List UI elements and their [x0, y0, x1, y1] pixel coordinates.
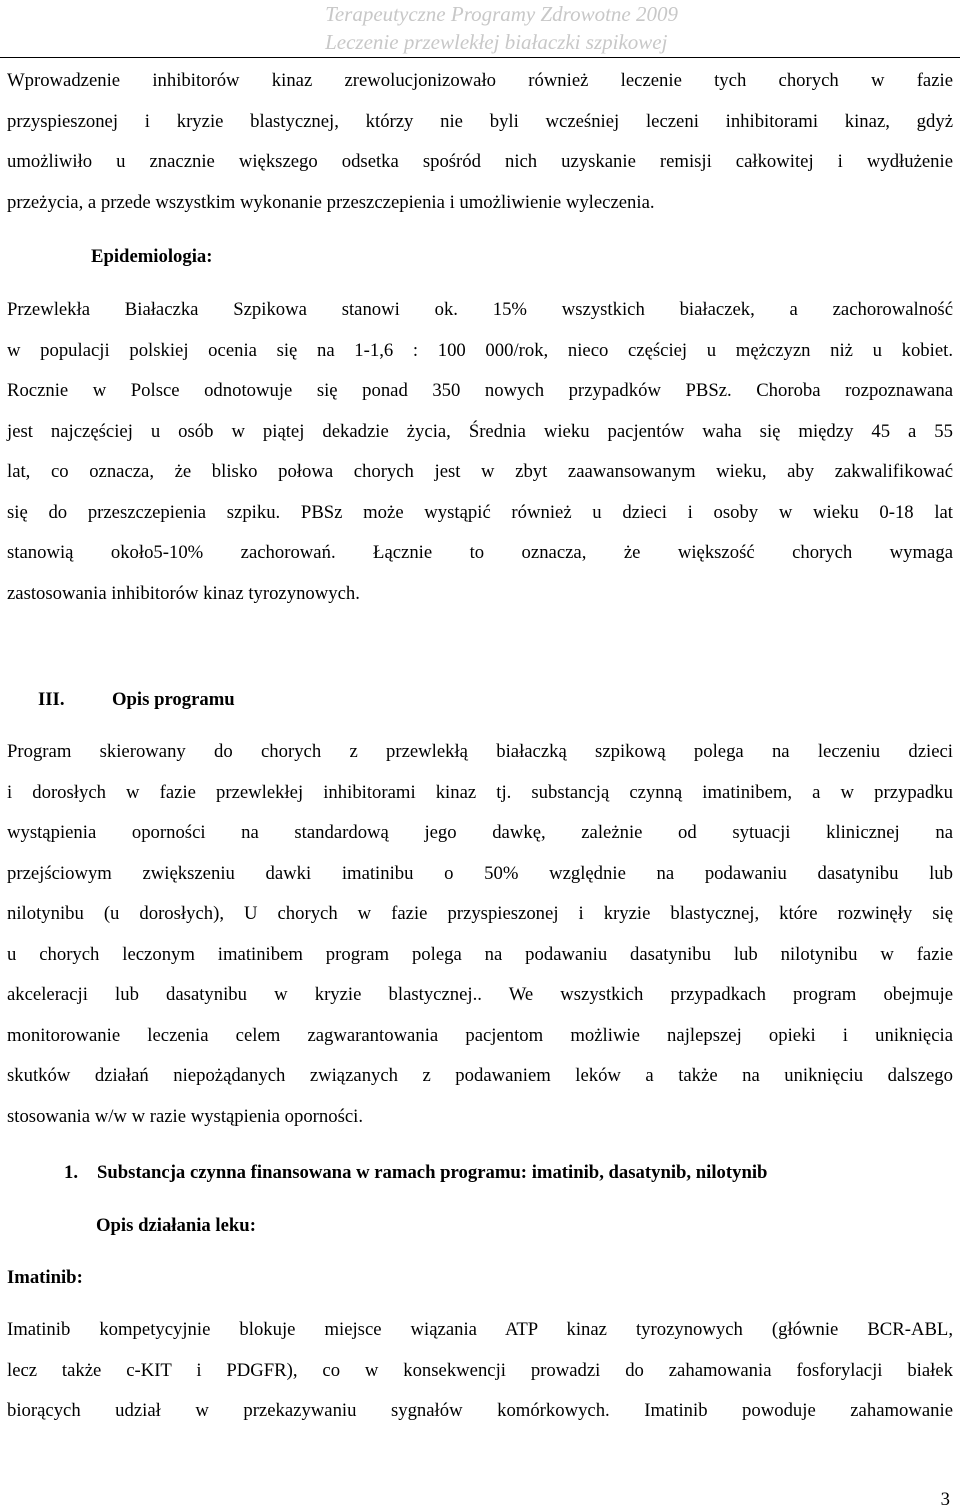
- paragraph-epidemiology: [7, 290, 953, 614]
- text-line: Wprowadzenie inhibitorów kinaz zrewolucjonizowało również leczenie tych chorych w fazie: [7, 70, 953, 91]
- text-line: akceleracji lub dasatynibu w kryzie blastycznej.. We wszystkich przypadkach program obejmuje: [7, 984, 953, 1005]
- header-rule: [0, 57, 960, 58]
- text-line: stosowania w/w w razie wystąpienia oporności.: [7, 1105, 364, 1127]
- text-line: wystąpienia oporności na standardową jego dawkę, zależnie od sytuacji klinicznej na: [7, 822, 953, 843]
- text-line: nilotynibu (u dorosłych), U chorych w fazie przyspieszonej i kryzie blastycznej, które rozwinęły się: [7, 903, 953, 924]
- text-line: Imatinib kompetycyjnie blokuje miejsce wiązania ATP kinaz tyrozynowych (głównie BCR-ABL,: [7, 1319, 953, 1340]
- text-line: lat, co oznacza, że blisko połowa chorych jest w zbyt zaawansowanym wieku, aby zakwalifikować: [7, 461, 953, 482]
- text-line: Rocznie w Polsce odnotowuje się ponad 350 nowych przypadków PBSz. Choroba rozpoznawana: [7, 380, 953, 401]
- section-title: Opis programu: [112, 689, 235, 710]
- text-line: zastosowania inhibitorów kinaz tyrozynowych.: [7, 582, 360, 604]
- list-item-number: 1.: [64, 1162, 79, 1183]
- page-header: [325, 0, 678, 56]
- heading-drug-action: Opis działania leku:: [96, 1215, 256, 1236]
- page-number: 3: [940, 1489, 950, 1510]
- text-line: skutków działań niepożądanych związanych z podawaniem leków a także na uniknięciu dalszego: [7, 1065, 953, 1086]
- paragraph-intro: [7, 61, 953, 223]
- heading-epidemiology: Epidemiologia:: [91, 246, 213, 267]
- text-line: przejściowym zwiększeniu dawki imatinibu o 50% względnie na podawaniu dasatynibu lub: [7, 862, 953, 884]
- text-line: przeżycia, a przede wszystkim wykonanie przeszczepienia i umożliwienie wyleczenia.: [7, 191, 655, 213]
- header-line-1: Terapeutyczne Programy Zdrowotne 2009: [325, 2, 678, 26]
- text-line: i dorosłych w fazie przewlekłej inhibitorami kinaz tj. substancją czynną imatinibem, a w przypadku: [7, 781, 953, 803]
- text-line: lecz także c-KIT i PDGFR), co w konsekwencji prowadzi do zahamowania fosforylacji białek: [7, 1359, 953, 1381]
- text-line: w populacji polskiej ocenia się na 1-1,6 : 100 000/rok, nieco częściej u mężczyzn niż u kobiet.: [7, 339, 953, 361]
- text-line: monitorowanie leczenia celem zagwarantowania pacjentom możliwie najlepszej opieki i uniknięcia: [7, 1024, 953, 1046]
- text-line: Przewlekła Białaczka Szpikowa stanowi ok. 15% wszystkich białaczek, a zachorowalność: [7, 299, 953, 320]
- section-number: III.: [38, 689, 65, 710]
- text-line: przyspieszonej i kryzie blastycznej, którzy nie byli wcześniej leczeni inhibitorami kinaz, gdyż: [7, 110, 953, 132]
- paragraph-imatinib: [7, 1310, 953, 1432]
- heading-imatinib: Imatinib:: [7, 1267, 83, 1288]
- text-line: stanowią około5-10% zachorowań. Łącznie to oznacza, że większość chorych wymaga: [7, 542, 953, 563]
- text-line: jest najczęściej u osób w piątej dekadzie życia, Średnia wieku pacjentów waha się między 45 a 55: [7, 420, 953, 442]
- text-line: Program skierowany do chorych z przewlekłą białaczką szpikową polega na leczeniu dzieci: [7, 741, 953, 762]
- list-item-text: Substancja czynna finansowana w ramach programu: imatinib, dasatynib, nilotynib: [97, 1162, 768, 1183]
- text-line: umożliwiło u znacznie większego odsetka spośród nich uzyskanie remisji całkowitej i wydłużenie: [7, 151, 953, 172]
- header-line-2: Leczenie przewlekłej białaczki szpikowej: [325, 30, 668, 54]
- text-line: się do przeszczepienia szpiku. PBSz może wystąpić również u dzieci i osoby w wieku 0-18 lat: [7, 501, 953, 523]
- text-line: biorących udział w przekazywaniu sygnałów komórkowych. Imatinib powoduje zahamowanie: [7, 1400, 953, 1421]
- text-line: u chorych leczonym imatinibem program polega na podawaniu dasatynibu lub nilotynibu w fazie: [7, 943, 953, 965]
- paragraph-program-description: [7, 732, 953, 1137]
